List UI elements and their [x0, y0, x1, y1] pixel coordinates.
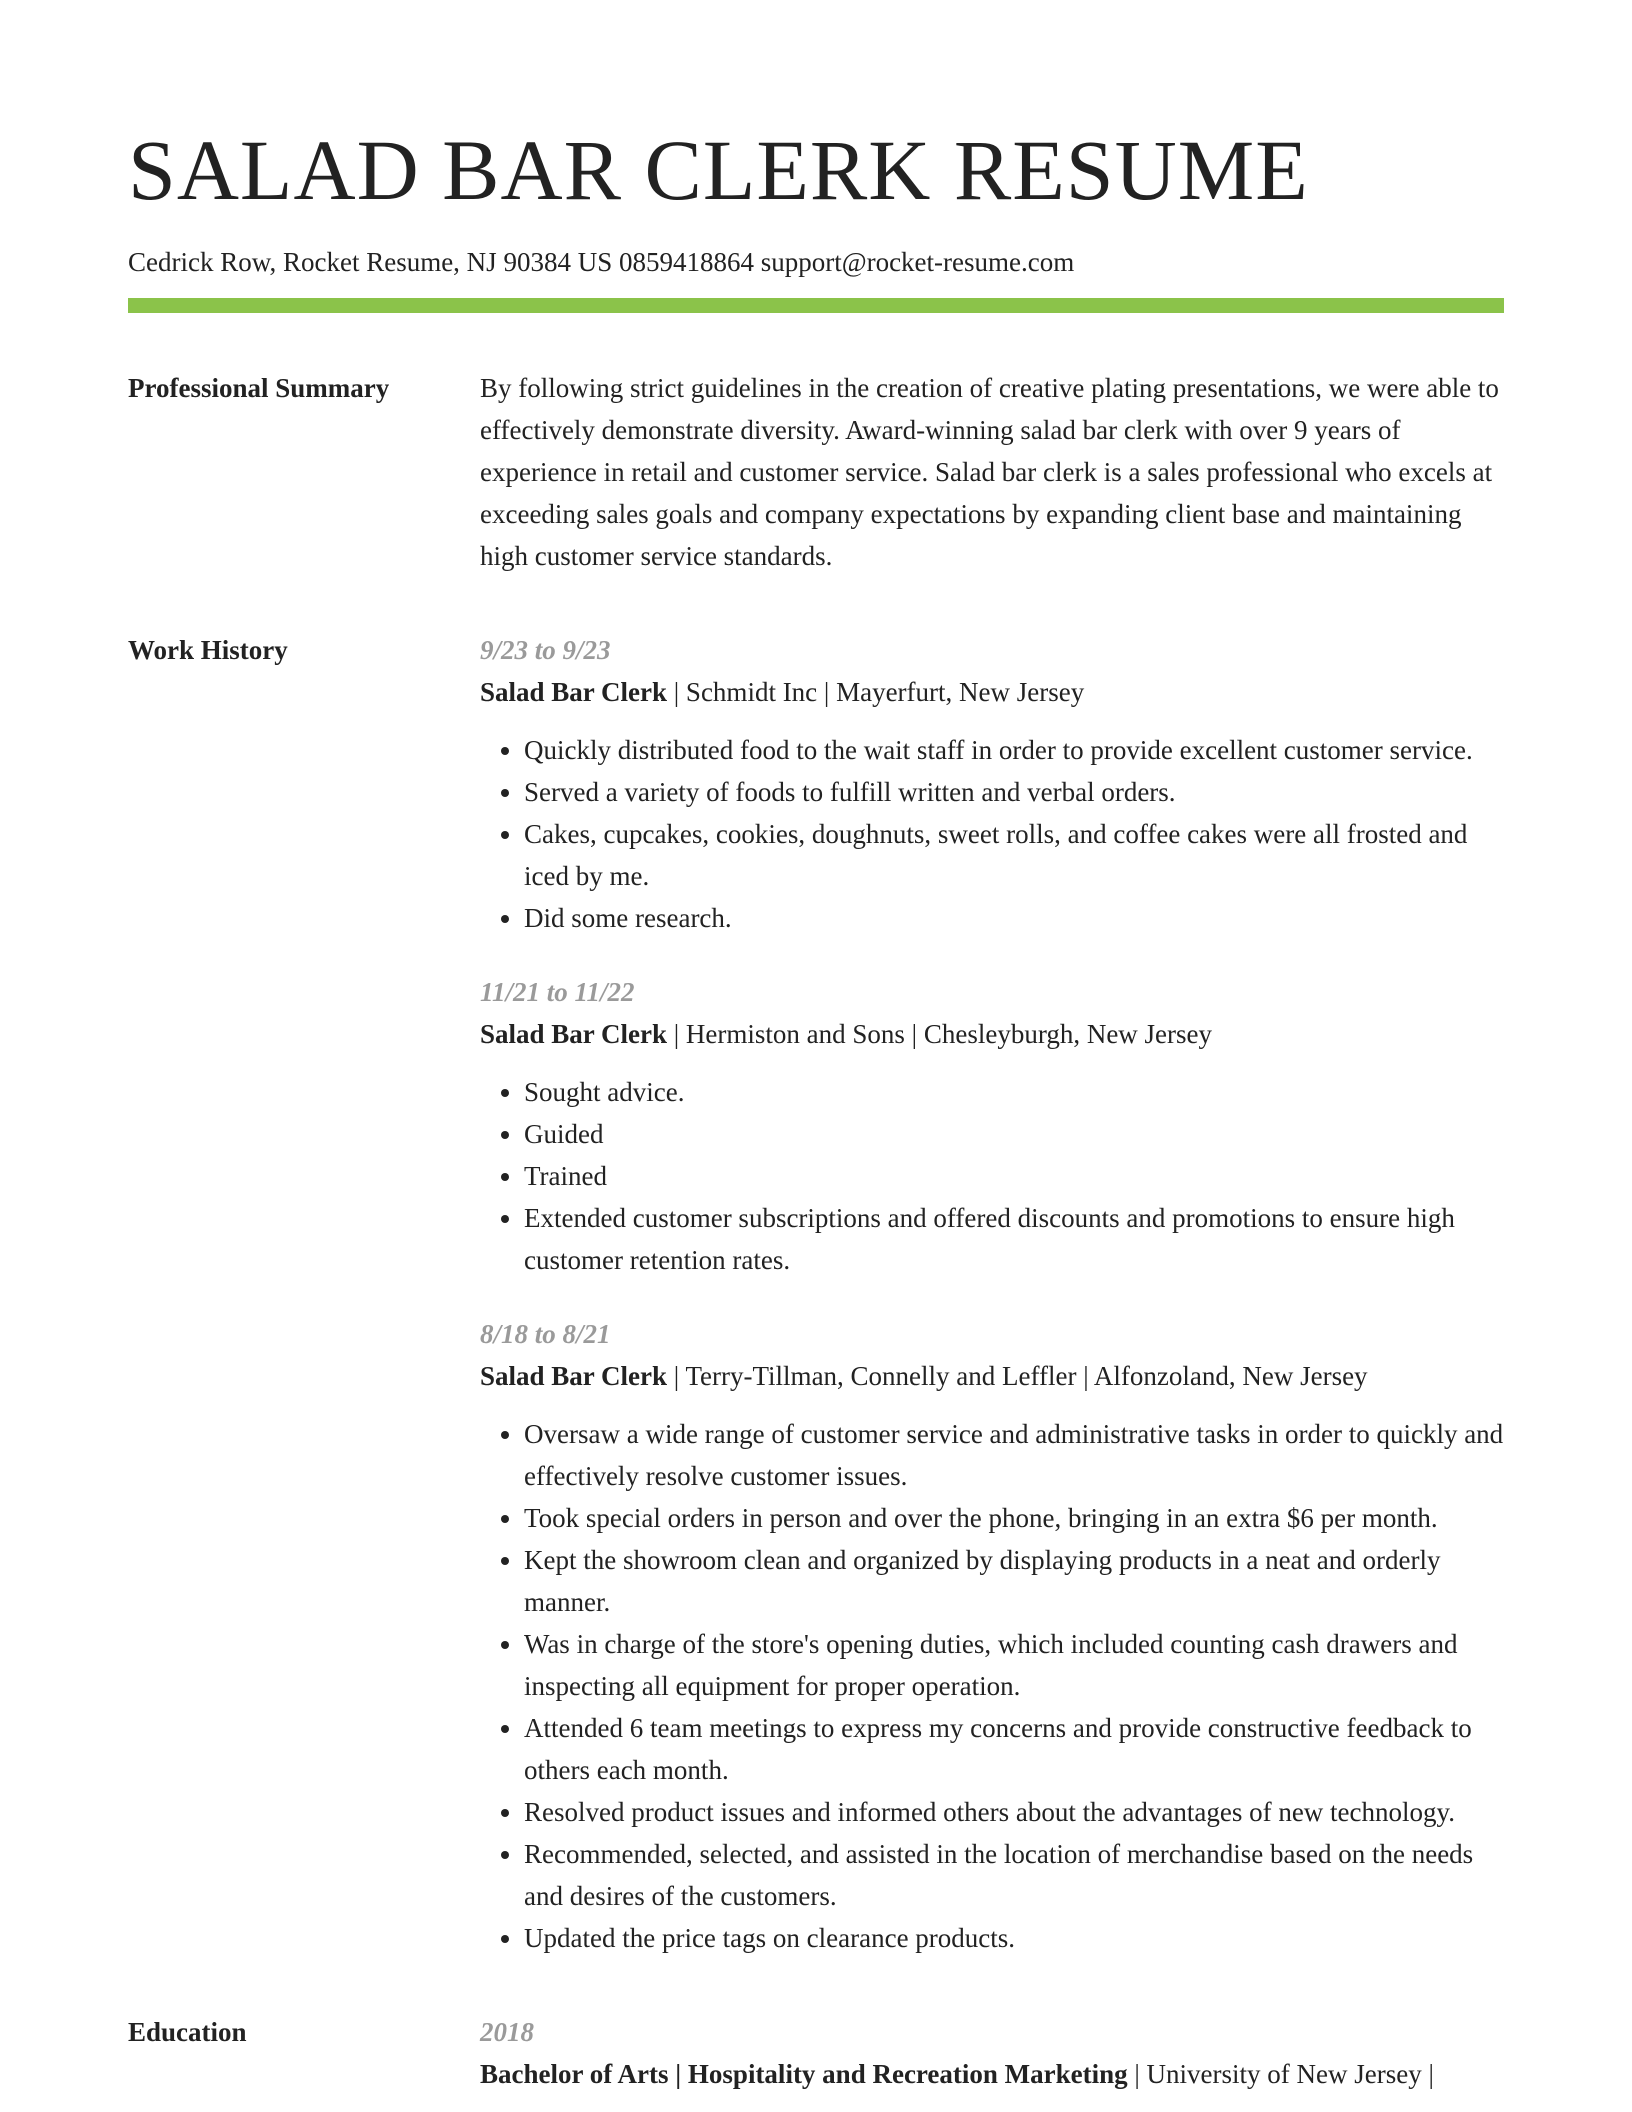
job-role-line	[480, 1013, 1504, 1055]
education-label: Education	[128, 2017, 247, 2047]
job-duty: • Extended customer subscriptions and offered discounts and promotions to ensure high customer retention rates.	[524, 1197, 1504, 1281]
job-duties-list	[480, 1413, 1504, 1959]
job-duty: • Resolved product issues and informed others about the advantages of new technology.	[524, 1791, 1504, 1833]
job-dates: 8/18 to 8/21	[480, 1319, 611, 1349]
contact-line: Cedrick Row, Rocket Resume, NJ 90384 US 0859418864 support@rocket-resume.com	[128, 247, 1075, 277]
job-duty: • Updated the price tags on clearance products.	[524, 1917, 1504, 1959]
job-role-line	[480, 671, 1504, 713]
job-duty: • Guided	[524, 1113, 1504, 1155]
job-duty: • Was in charge of the store's opening duties, which included counting cash drawers and inspecting all equipment for proper operation.	[524, 1623, 1504, 1707]
job-duty: • Took special orders in person and over the phone, bringing in an extra $6 per month.	[524, 1497, 1504, 1539]
education-degree-line	[480, 2053, 1504, 2095]
education-year: 2018	[480, 2017, 534, 2047]
summary-text: By following strict guidelines in the creation of creative plating presentations, we were able to effectively demonstrate diversity. Award-winning salad bar clerk with over 9 years of experience in retail and customer service. Salad bar clerk is a sales professional who excels at exceeding sales goals and company expectations by expanding client base and maintaining high customer service standards.	[480, 373, 1499, 571]
job-duty: • Served a variety of foods to fulfill written and verbal orders.	[524, 771, 1504, 813]
degree-title: Bachelor of Arts | Hospitality and Recreation Marketing	[480, 2059, 1128, 2089]
job-duties-list	[480, 1071, 1504, 1281]
header-divider	[128, 298, 1504, 313]
job-role-line	[480, 1355, 1504, 1397]
summary-section	[128, 367, 1504, 577]
resume-title: SALAD BAR CLERK RESUME	[128, 122, 1309, 218]
job-duties-list	[480, 729, 1504, 939]
job-entry	[480, 971, 1504, 1281]
job-duty: • Attended 6 team meetings to express my concerns and provide constructive feedback to others each month.	[524, 1707, 1504, 1791]
job-company-location: | Schmidt Inc | Mayerfurt, New Jersey	[667, 677, 1085, 707]
job-title: Salad Bar Clerk	[480, 677, 668, 707]
job-duty: • Kept the showroom clean and organized by displaying products in a neat and orderly manner.	[524, 1539, 1504, 1623]
job-duty: • Did some research.	[524, 897, 1504, 939]
job-duty: • Oversaw a wide range of customer service and administrative tasks in order to quickly and effectively resolve customer issues.	[524, 1413, 1504, 1497]
job-title: Salad Bar Clerk	[480, 1019, 668, 1049]
work-history-section	[128, 629, 1504, 1959]
resume-page	[128, 0, 1504, 2095]
job-duty: • Recommended, selected, and assisted in the location of merchandise based on the needs and desires of the customers.	[524, 1833, 1504, 1917]
job-duty: • Cakes, cupcakes, cookies, doughnuts, sweet rolls, and coffee cakes were all frosted and iced by me.	[524, 813, 1504, 897]
summary-label: Professional Summary	[128, 373, 390, 403]
job-dates: 11/21 to 11/22	[480, 977, 635, 1007]
job-company-location: | Hermiston and Sons | Chesleyburgh, New Jersey	[667, 1019, 1213, 1049]
work-history-label: Work History	[128, 635, 288, 665]
job-title: Salad Bar Clerk	[480, 1361, 668, 1391]
job-duty: • Sought advice.	[524, 1071, 1504, 1113]
school-name: | University of New Jersey |	[1127, 2059, 1434, 2089]
job-dates: 9/23 to 9/23	[480, 635, 611, 665]
education-section	[128, 2011, 1504, 2095]
job-company-location: | Terry-Tillman, Connelly and Leffler | Alfonzoland, New Jersey	[667, 1361, 1368, 1391]
job-entry	[480, 629, 1504, 939]
job-duty: • Trained	[524, 1155, 1504, 1197]
job-entry	[480, 1313, 1504, 1959]
job-duty: • Quickly distributed food to the wait staff in order to provide excellent customer service.	[524, 729, 1504, 771]
